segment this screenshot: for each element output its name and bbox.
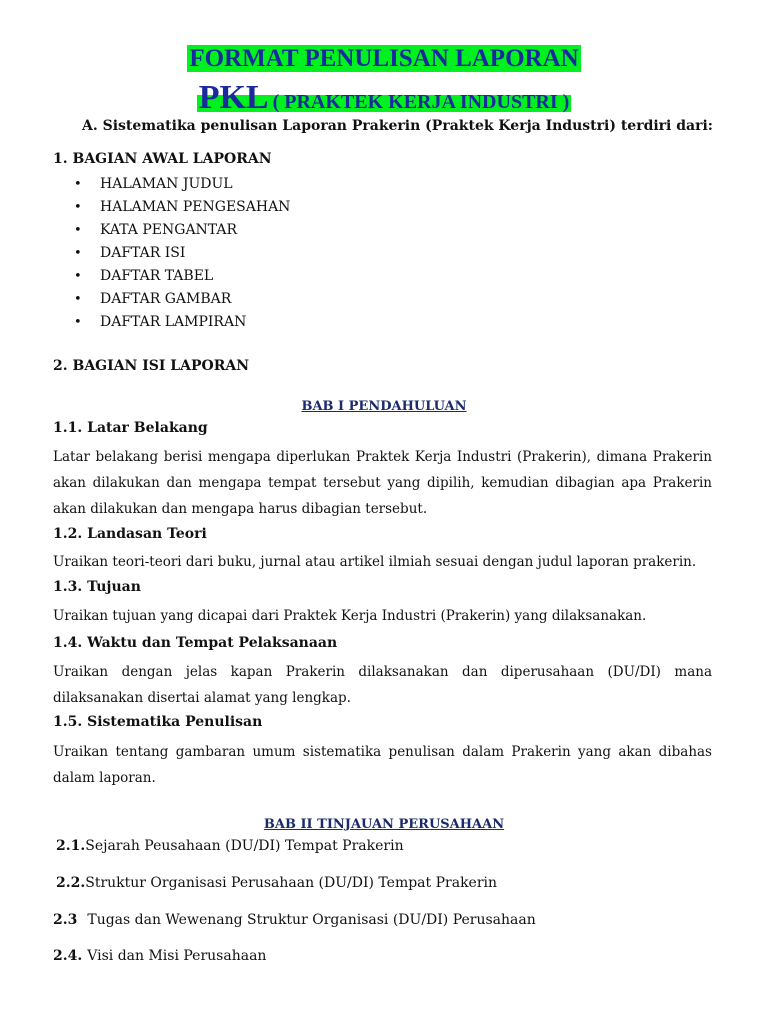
title-pkl: PKL xyxy=(198,79,269,116)
list-item: • HALAMAN JUDUL xyxy=(74,176,233,192)
paragraph-1-2: Uraikan teori-teori dari buku, jurnal atau artikel ilmiah sesuai dengan judul laporan prakerin. xyxy=(53,554,697,570)
paragraph-1-4: Uraikan dengan jelas kapan Prakerin dilaksanakan dan diperusahaan (DU/DI) mana dilaksanakan disertai alamat yang lengkap. xyxy=(53,664,712,706)
list-item: • DAFTAR ISI xyxy=(74,245,186,261)
list-item: • KATA PENGANTAR xyxy=(74,222,238,238)
sub-heading-1-3: 1.3. Tujuan xyxy=(53,579,141,595)
list-item: 2.1.Sejarah Peusahaan (DU/DI) Tempat Prakerin xyxy=(56,838,404,854)
title-line-1: FORMAT PENULISAN LAPORAN xyxy=(189,45,579,72)
paragraph-1-1: Latar belakang berisi mengapa diperlukan Praktek Kerja Industri (Prakerin), dimana Prakerin akan dilakukan dan mengapa tempat tersebut yang dipilih, kemudian dibagian apa Prakerin akan dilakukan dan mengapa harus dibagian tersebut. xyxy=(53,449,712,517)
title-pkl-expansion: ( PRAKTEK KERJA INDUSTRI ) xyxy=(272,91,570,113)
list-item: 2.4. Visi dan Misi Perusahaan xyxy=(53,948,267,964)
section-2-heading: 2. BAGIAN ISI LAPORAN xyxy=(53,358,250,374)
list-item: 2.3 Tugas dan Wewenang Struktur Organisasi (DU/DI) Perusahaan xyxy=(53,912,536,928)
list-item: • HALAMAN PENGESAHAN xyxy=(74,199,291,215)
intro-text: A. Sistematika penulisan Laporan Prakerin (Praktek Kerja Industri) terdiri dari: xyxy=(82,118,713,134)
sub-heading-1-2: 1.2. Landasan Teori xyxy=(53,526,207,542)
list-item: 2.2.Struktur Organisasi Perusahaan (DU/DI) Tempat Prakerin xyxy=(56,875,498,891)
section-1-list xyxy=(74,173,290,334)
sub-heading-1-1: 1.1. Latar Belakang xyxy=(53,420,208,436)
sub-heading-1-5: 1.5. Sistematika Penulisan xyxy=(53,714,263,730)
paragraph-1-5: Uraikan tentang gambaran umum sistematika penulisan dalam Prakerin yang akan dibahas dalam laporan. xyxy=(53,744,712,786)
list-item: • DAFTAR TABEL xyxy=(74,268,214,284)
section-1-heading: 1. BAGIAN AWAL LAPORAN xyxy=(53,151,272,167)
bab-2-title: BAB II TINJAUAN PERUSAHAAN xyxy=(263,817,505,832)
sub-heading-1-4: 1.4. Waktu dan Tempat Pelaksanaan xyxy=(53,635,338,651)
paragraph-1-3: Uraikan tujuan yang dicapai dari Praktek Kerja Industri (Prakerin) yang dilaksanakan. xyxy=(53,608,647,624)
document-title xyxy=(0,44,768,74)
bab-1-title: BAB I PENDAHULUAN xyxy=(301,399,467,414)
list-item: • DAFTAR LAMPIRAN xyxy=(74,314,247,330)
list-item: • DAFTAR GAMBAR xyxy=(74,291,232,307)
